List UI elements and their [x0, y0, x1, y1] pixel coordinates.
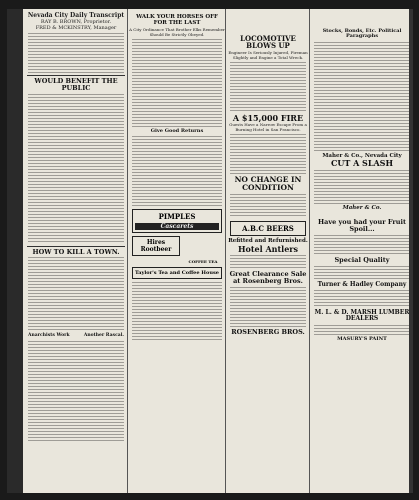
article-text	[230, 134, 306, 174]
page-edge	[409, 9, 413, 493]
column-2	[129, 9, 226, 493]
headline-rascal: Another Rascal.	[83, 333, 124, 339]
ad-text	[314, 235, 410, 255]
masthead	[25, 9, 127, 31]
headline-no-change: NO CHANGE IN CONDITION	[234, 175, 302, 192]
article-text	[28, 257, 124, 332]
headline-fire: A $15,000 FIRE	[232, 112, 304, 123]
column-1	[25, 9, 128, 493]
article-text	[230, 62, 306, 112]
headline-anarchists: Anarchists Work	[28, 333, 70, 339]
article-text	[28, 341, 124, 441]
ad-fruit-spoil: Have you had your Fruit Spoil...	[317, 218, 407, 234]
binding-edge	[7, 9, 23, 493]
ad-cut-slash: CUT A SLASH	[330, 158, 394, 169]
article-text	[230, 194, 306, 218]
ad-text	[230, 287, 306, 327]
ad-hires-title: Hires Rootbeer	[140, 238, 172, 253]
ad-abc-title: A.B.C BEERS	[242, 223, 294, 233]
headline-walk-horses: WALK YOUR HORSES OFF FOR THE LAST	[136, 14, 218, 26]
column-3	[227, 9, 310, 493]
headline-locomotive: LOCOMOTIVE BLOWS UP	[240, 34, 296, 51]
column-4	[311, 9, 413, 493]
ad-text	[314, 266, 410, 280]
ad-cascarets: Cascarets	[135, 223, 219, 230]
ad-turner-hadley: Turner & Hadley Company	[317, 280, 407, 288]
masthead-title: Nevada City Daily Transcript	[27, 12, 125, 19]
masthead-text	[28, 33, 124, 73]
subheads	[25, 334, 127, 339]
article-text	[132, 282, 222, 342]
newspaper-page	[7, 9, 413, 493]
subhead-engineer: Engineer Is Seriously Injured, Fireman Slightly and Engine a Total Wreck.	[228, 49, 308, 60]
ad-maher-sign: Maher & Co.	[342, 204, 382, 211]
divider	[27, 246, 125, 247]
headline-kill-town: HOW TO KILL A TOWN.	[32, 247, 120, 256]
divider	[27, 75, 125, 76]
headline-good-returns: Give Good Returns	[150, 127, 204, 134]
ad-taylors-title: Taylor's Tea and Coffee House	[135, 269, 219, 276]
masthead-proprietor: RAY B. BROWN, Proprietor.	[40, 19, 112, 25]
ad-coffee-tea: COFFEE TEA	[188, 258, 218, 264]
article-text	[28, 94, 124, 244]
ad-rosenberg: ROSENBERG BROS.	[231, 327, 305, 336]
ad-hotel-antlers: Hotel Antlers	[237, 243, 299, 254]
ad-refitted: Refitted and Refurnished.	[228, 237, 308, 244]
ad-masury: MASURY'S PAINT	[337, 335, 387, 342]
ad-maher: Maher & Co., Nevada City	[322, 152, 402, 159]
article-text	[132, 39, 222, 127]
article-text	[132, 136, 222, 206]
ad-clearance-sale: Great Clearance Sale at Rosenberg Bros.	[229, 269, 307, 285]
ad-marsh-lumber: M. L. & D. MARSH LUMBER DEALERS	[314, 309, 410, 323]
headline-benefit-public: WOULD BENEFIT THE PUBLIC	[34, 77, 118, 92]
ad-special-quality: Special Quality	[334, 256, 390, 265]
ad-taylors	[132, 267, 222, 279]
ad-text	[230, 255, 306, 269]
ad-abc-beers	[230, 221, 306, 236]
ad-text	[314, 170, 410, 204]
subhead-ordinance: A City Ordinance That Brother Elks Remember Should Be Strictly Obeyed.	[129, 26, 225, 37]
ad-pimples	[132, 209, 222, 233]
ad-text	[314, 325, 410, 335]
ad-pimples-title: PIMPLES	[158, 211, 196, 221]
ad-text	[314, 290, 410, 308]
article-text	[314, 42, 410, 152]
headline-stocks: Stocks, Bonds, Etc. Political Paragraphs	[322, 28, 402, 40]
subhead-guests: Guests Have a Narrow Escape From a Burning Hotel in San Francisco.	[229, 122, 307, 133]
masthead-manager: FRED & MCKINSTRY, Manager	[35, 25, 117, 31]
ad-hires	[132, 236, 180, 256]
